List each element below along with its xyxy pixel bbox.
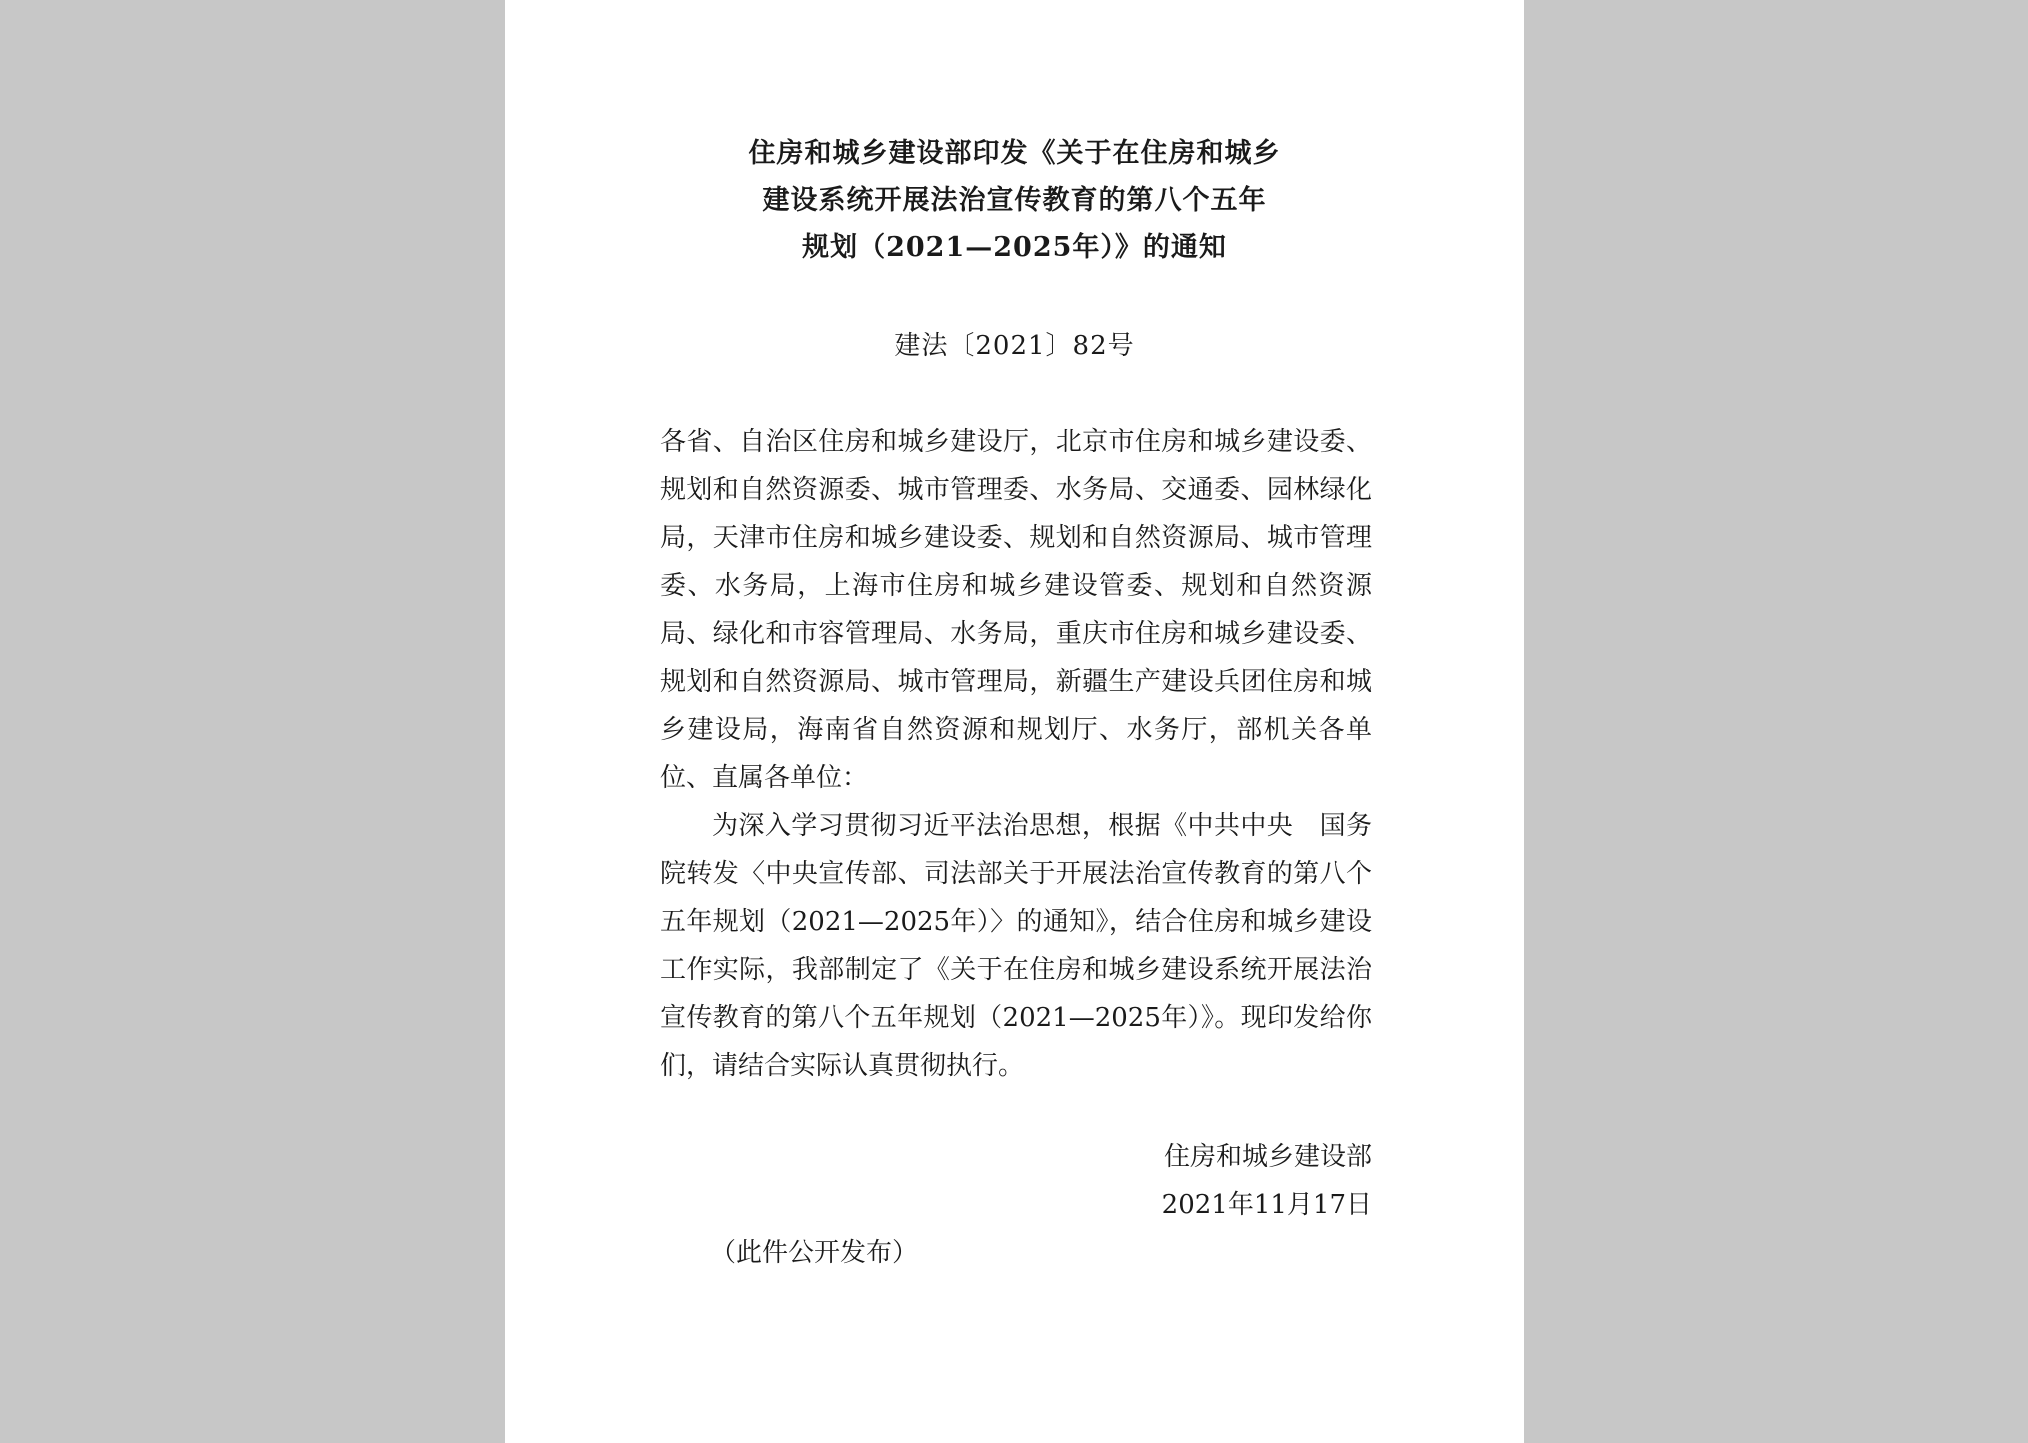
release-note: （此件公开发布） xyxy=(710,1238,919,1268)
title-line-3: 规划（2021—2025年）》的通知 xyxy=(802,232,1227,263)
issue-date: 2021年11月17日 xyxy=(1161,1190,1372,1220)
document-body xyxy=(660,418,1372,1090)
title-line-2: 建设系统开展法治宣传教育的第八个五年 xyxy=(762,185,1267,216)
main-paragraph: 为深入学习贯彻习近平法治思想，根据《中共中央 国务院转发〈中央宣传部、司法部关于开展法治宣传教育的第八个五年规划（2021—2025年）〉的通知》，结合住房和城乡建设工作实际，我部制定了《关于在住房和城乡建设系统开展法治宣传教育的第八个五年规划（2021—2025年）》。现印发给你们，请结合实际认真贯彻执行。 xyxy=(660,811,1372,1081)
document-number: 建法〔2021〕82号 xyxy=(894,331,1135,361)
signer: 住房和城乡建设部 xyxy=(1163,1142,1372,1172)
document-page xyxy=(505,0,1524,1443)
title-line-1: 住房和城乡建设部印发《关于在住房和城乡 xyxy=(748,138,1281,169)
addressee-paragraph: 各省、自治区住房和城乡建设厅，北京市住房和城乡建设委、规划和自然资源委、城市管理委、水务局、交通委、园林绿化局，天津市住房和城乡建设委、规划和自然资源局、城市管理委、水务局，上海市住房和城乡建设管委、规划和自然资源局、绿化和市容管理局、水务局，重庆市住房和城乡建设委、规划和自然资源局、城市管理局，新疆生产建设兵团住房和城乡建设局，海南省自然资源和规划厅、水务厅，部机关各单位、直属各单位： xyxy=(660,427,1372,793)
document-title xyxy=(505,130,1524,271)
